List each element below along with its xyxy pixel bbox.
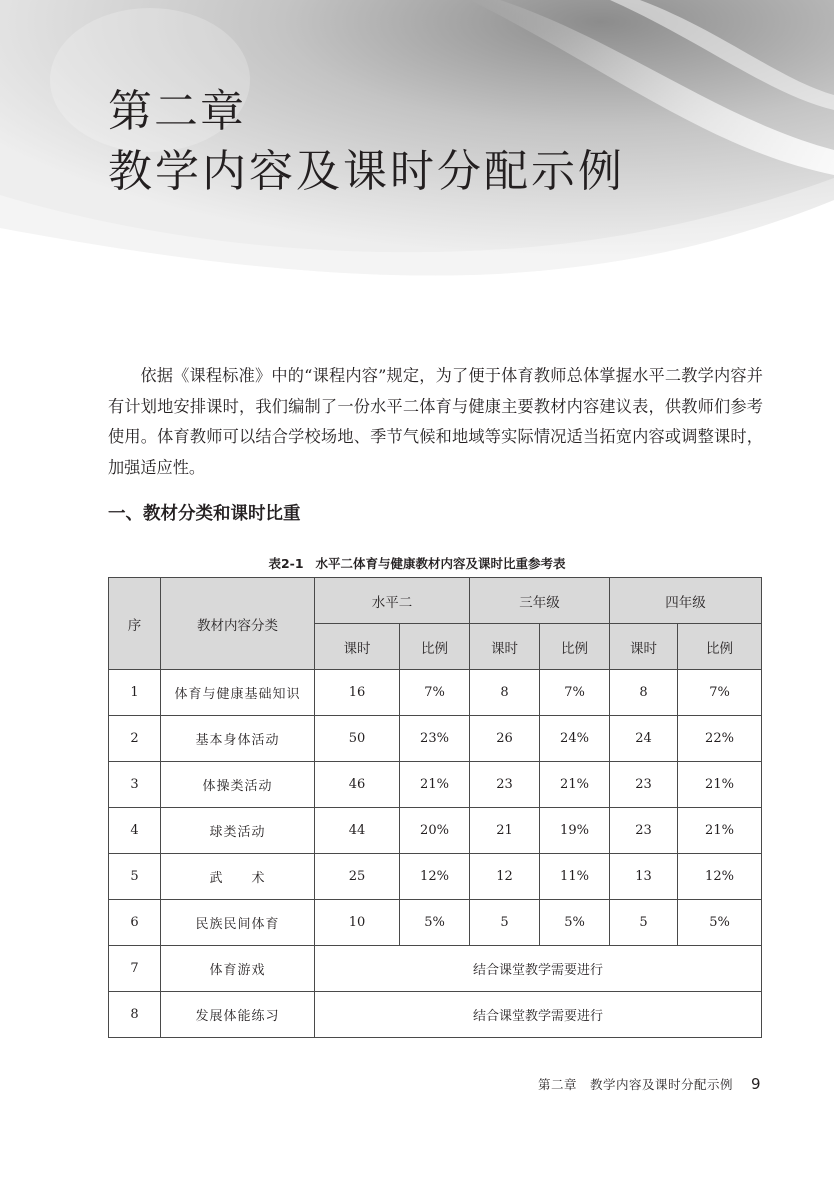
cell-grade3-hours: 8 — [470, 670, 540, 716]
cell-grade3-ratio: 24% — [540, 716, 610, 762]
table-caption-title: 水平二体育与健康教材内容及课时比重参考表 — [315, 556, 566, 571]
table-row — [109, 670, 762, 716]
cell-seq: 1 — [109, 670, 161, 716]
header-ratio: 比例 — [540, 624, 610, 670]
chapter-number: 第二章 — [108, 86, 246, 137]
header-category: 教材内容分类 — [161, 578, 315, 670]
cell-grade4-hours: 24 — [610, 716, 678, 762]
cell-level2-hours: 16 — [315, 670, 400, 716]
table-caption — [0, 555, 834, 573]
header-hours: 课时 — [470, 624, 540, 670]
cell-level2-hours: 50 — [315, 716, 400, 762]
running-title: 第二章 教学内容及课时分配示例 — [537, 1077, 733, 1092]
section-heading: 一、教材分类和课时比重 — [108, 504, 301, 524]
cell-grade4-hours: 23 — [610, 762, 678, 808]
cell-seq: 6 — [109, 900, 161, 946]
cell-category: 体育游戏 — [161, 946, 315, 992]
cell-grade4-hours: 8 — [610, 670, 678, 716]
cell-category: 球类活动 — [161, 808, 315, 854]
cell-seq: 5 — [109, 854, 161, 900]
cell-grade3-ratio: 5% — [540, 900, 610, 946]
cell-category: 体操类活动 — [161, 762, 315, 808]
header-group-grade3: 三年级 — [470, 578, 610, 624]
cell-grade3-ratio: 19% — [540, 808, 610, 854]
cell-grade3-ratio: 7% — [540, 670, 610, 716]
cell-seq: 3 — [109, 762, 161, 808]
header-ratio: 比例 — [400, 624, 470, 670]
table-row — [109, 992, 762, 1038]
cell-grade3-hours: 23 — [470, 762, 540, 808]
header-seq: 序 — [109, 578, 161, 670]
cell-grade4-hours: 23 — [610, 808, 678, 854]
cell-category: 基本身体活动 — [161, 716, 315, 762]
cell-grade4-ratio: 7% — [678, 670, 762, 716]
cell-level2-ratio: 21% — [400, 762, 470, 808]
table-row — [109, 946, 762, 992]
cell-grade4-ratio: 21% — [678, 762, 762, 808]
cell-category: 发展体能练习 — [161, 992, 315, 1038]
cell-level2-hours: 10 — [315, 900, 400, 946]
cell-seq: 8 — [109, 992, 161, 1038]
cell-note: 结合课堂教学需要进行 — [315, 946, 762, 992]
table-row — [109, 716, 762, 762]
cell-grade3-hours: 26 — [470, 716, 540, 762]
table-row — [109, 762, 762, 808]
cell-grade4-ratio: 22% — [678, 716, 762, 762]
header-ratio: 比例 — [678, 624, 762, 670]
cell-level2-ratio: 7% — [400, 670, 470, 716]
page-footer — [538, 1074, 761, 1095]
cell-category: 武 术 — [161, 854, 315, 900]
cell-level2-ratio: 20% — [400, 808, 470, 854]
cell-grade3-ratio: 11% — [540, 854, 610, 900]
cell-note: 结合课堂教学需要进行 — [315, 992, 762, 1038]
cell-grade4-hours: 13 — [610, 854, 678, 900]
header-group-grade4: 四年级 — [610, 578, 762, 624]
cell-level2-hours: 44 — [315, 808, 400, 854]
cell-level2-ratio: 23% — [400, 716, 470, 762]
cell-grade3-ratio: 21% — [540, 762, 610, 808]
header-hours: 课时 — [315, 624, 400, 670]
cell-seq: 7 — [109, 946, 161, 992]
cell-grade4-ratio: 5% — [678, 900, 762, 946]
cell-category: 体育与健康基础知识 — [161, 670, 315, 716]
cell-grade4-ratio: 21% — [678, 808, 762, 854]
cell-grade3-hours: 5 — [470, 900, 540, 946]
cell-category: 民族民间体育 — [161, 900, 315, 946]
cell-grade4-hours: 5 — [610, 900, 678, 946]
chapter-title: 教学内容及课时分配示例 — [108, 146, 625, 197]
cell-grade3-hours: 12 — [470, 854, 540, 900]
cell-seq: 2 — [109, 716, 161, 762]
table-row — [109, 900, 762, 946]
cell-seq: 4 — [109, 808, 161, 854]
course-hours-table — [108, 577, 762, 1038]
header-hours: 课时 — [610, 624, 678, 670]
cell-grade4-ratio: 12% — [678, 854, 762, 900]
cell-level2-ratio: 12% — [400, 854, 470, 900]
intro-paragraph: 依据《课程标准》中的“课程内容”规定，为了便于体育教师总体掌握水平二教学内容并有计划地安排课时，我们编制了一份水平二体育与健康主要教材内容建议表，供教师们参考使用。体育教师可以结合学校场地、季节气候和地域等实际情况适当拓宽内容或调整课时，加强适应性。 — [108, 366, 763, 477]
cell-level2-ratio: 5% — [400, 900, 470, 946]
page-number: 9 — [750, 1075, 761, 1093]
cell-level2-hours: 25 — [315, 854, 400, 900]
table-row — [109, 808, 762, 854]
header-group-level2: 水平二 — [315, 578, 470, 624]
table-row — [109, 854, 762, 900]
table-caption-number: 表2-1 — [268, 556, 304, 571]
cell-level2-hours: 46 — [315, 762, 400, 808]
cell-grade3-hours: 21 — [470, 808, 540, 854]
